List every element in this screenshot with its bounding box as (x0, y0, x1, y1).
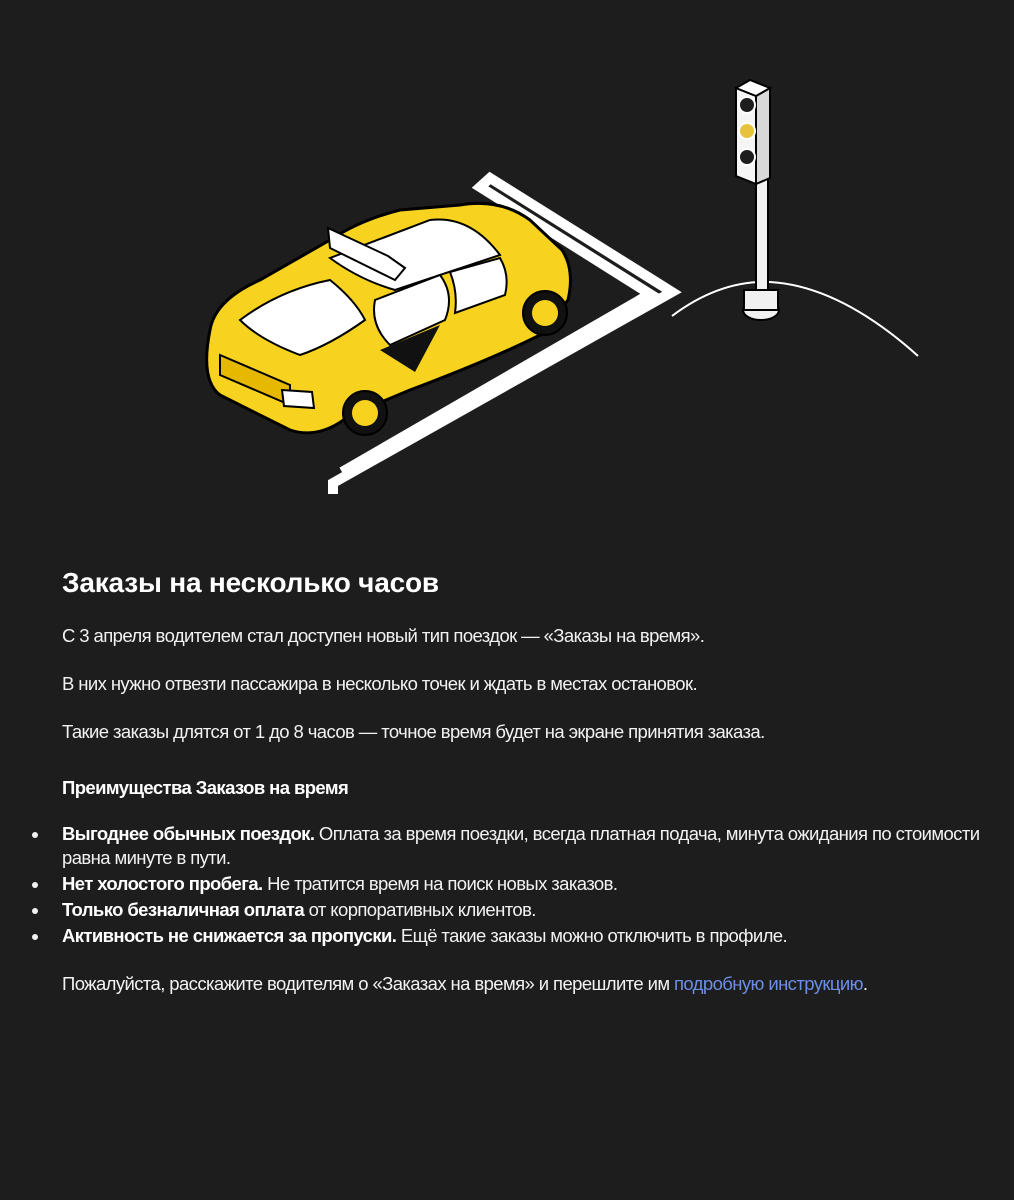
benefit-item (62, 898, 992, 922)
intro-paragraph: С 3 апреля водителем стал доступен новый тип поездок — «Заказы на время». (62, 624, 705, 646)
closing-paragraph (62, 972, 992, 996)
taxi-car-icon (207, 203, 571, 435)
closing-text: Пожалуйста, расскажите водителям о «Заказах на время» и перешлите им (62, 973, 674, 995)
article (62, 566, 992, 1020)
benefit-item (62, 924, 992, 948)
bullet-icon (32, 882, 38, 888)
benefit-item (62, 872, 992, 896)
benefit-text: от корпоративных клиентов. (304, 898, 536, 920)
bullet-icon (32, 908, 38, 914)
benefit-text: Ещё такие заказы можно отключить в профиле. (396, 924, 788, 946)
benefit-heading: Только безналичная оплата (62, 898, 305, 920)
bullet-icon (32, 832, 38, 838)
benefit-item (62, 822, 992, 870)
article-title: Заказы на несколько часов (62, 567, 439, 598)
closing-end: . (862, 973, 868, 995)
stops-paragraph: В них нужно отвезти пассажира в несколько точек и ждать в местах остановок. (62, 672, 697, 694)
duration-paragraph: Такие заказы длятся от 1 до 8 часов — точное время будет на экране принятия заказа. (62, 720, 765, 742)
benefit-text: Не тратится время на поиск новых заказов. (262, 872, 618, 894)
bullet-icon (32, 934, 38, 940)
benefit-heading: Активность не снижается за пропуски. (62, 924, 397, 946)
benefits-list (62, 822, 992, 948)
taxi-illustration (0, 0, 1014, 540)
benefits-title: Преимущества Заказов на время (62, 776, 349, 798)
instruction-link[interactable]: подробную инструкцию (673, 973, 863, 995)
benefit-text: Оплата за время поездки, всегда платная подача, минута ожидания по стоимости равна минуте в пути. (62, 822, 980, 868)
benefit-heading: Нет холостого пробега. (62, 872, 263, 894)
benefit-heading: Выгоднее обычных поездок. (62, 822, 315, 844)
